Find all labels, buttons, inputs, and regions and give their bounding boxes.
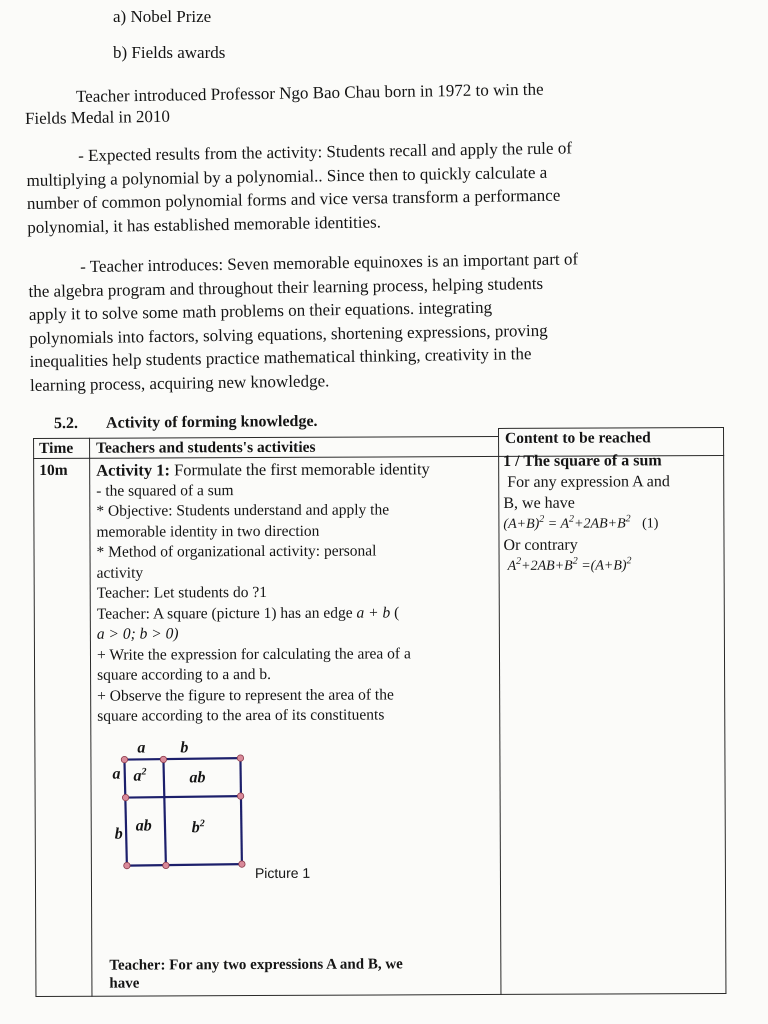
cell-a-squared: $a^2$: [133, 766, 147, 785]
content-line: B, we have: [503, 494, 575, 512]
activity-table: [33, 427, 726, 997]
paragraph-line: number of common polynomial forms and vice versa transform a performance: [26, 185, 561, 213]
paragraph-line: learning process, acquiring new knowledge.: [29, 370, 330, 395]
time-value: 10m: [39, 461, 68, 479]
table-border: [723, 427, 726, 994]
activity-line: * Objective: Students understand and apply the: [96, 501, 390, 520]
table-border: [89, 438, 92, 997]
content-cell: [503, 450, 722, 577]
activity-line: - the squared of a sum: [96, 481, 234, 500]
top-label-b: b: [180, 739, 189, 757]
option-b: b) Fields awards: [113, 43, 226, 62]
top-label-a: a: [137, 739, 146, 757]
teacher-introduces-paragraph: [28, 247, 580, 397]
cell-ab-bottom: ab: [135, 817, 152, 835]
option-a: a) Nobel Prize: [113, 7, 212, 26]
section-number: 5.2.: [53, 414, 79, 433]
activity-title-label: Activity 1:: [96, 460, 170, 480]
paragraph-line: polynomials into factors, solving equations, shortening expressions, proving: [29, 320, 548, 348]
activity-line: square according to a and b.: [97, 665, 271, 684]
header-time: Time: [39, 439, 74, 457]
activity-line: * Method of organizational activity: personal: [96, 542, 377, 561]
formula-2: $A^2+2AB+B^2 =(A+B)^2$: [507, 555, 632, 574]
paragraph-line: the algebra program and throughout their learning process, helping students: [28, 273, 544, 301]
figure-caption: Picture 1: [254, 864, 311, 882]
table-border: [35, 993, 726, 997]
activity-line: Teacher: A square (picture 1) has an edge: [96, 604, 357, 623]
section-title: Activity of forming knowledge.: [105, 412, 318, 432]
table-border: [33, 438, 36, 997]
content-line: Or contrary: [503, 536, 578, 554]
activity-title-text: Formulate the first memorable identity: [169, 459, 430, 480]
closing-statement: [109, 955, 403, 992]
closing-line: have: [109, 975, 140, 992]
activity-line: memorable identity in two direction: [96, 522, 320, 541]
picture-1-figure: [112, 739, 357, 888]
paren: (: [390, 603, 400, 621]
activity-line: square according to the area of its constituents: [97, 706, 385, 725]
edge-expression: a + b: [356, 603, 391, 622]
header-activities: Teachers and students's activities: [96, 438, 316, 457]
activity-line: + Observe the figure to represent the area of the: [97, 685, 394, 705]
teacher-intro-line-2: Fields Medal in 2010: [24, 106, 171, 128]
expected-results-paragraph: [26, 136, 573, 239]
paragraph-line: - Teacher introduces: Seven memorable equinoxes is an important part of: [80, 249, 579, 277]
cell-b-squared: $b^2$: [191, 818, 205, 837]
side-label-b: b: [114, 825, 123, 843]
teacher-intro-line-1: Teacher introduced Professor Ngo Bao Chau born in 1972 to win the: [75, 79, 544, 106]
activity-line: activity: [96, 564, 144, 582]
side-label-a: a: [112, 765, 121, 783]
paragraph-line: apply it to solve some math problems on their equations. integrating: [28, 297, 493, 324]
activity-line: Teacher: Let students do ?1: [96, 583, 267, 602]
cell-ab-top: ab: [189, 769, 206, 787]
activity-line: a > 0; b > 0): [96, 625, 179, 643]
header-content: Content to be reached: [505, 429, 651, 447]
paragraph-line: multiplying a polynomial by a polynomial.. Since then to quickly calculate a: [26, 162, 548, 190]
formula-1: $(A+B)^2 = A^2+2AB+B^2$ (1): [503, 513, 659, 532]
closing-line: Teacher: For any two expressions A and B, we: [109, 956, 403, 974]
paragraph-line: - Expected results from the activity: Students recall and apply the rule of: [78, 138, 573, 166]
paragraph-line: inequalities help students practice mathematical thinking, creativity in the: [29, 344, 532, 371]
table-border: [498, 428, 501, 995]
formula-tag: (1): [642, 516, 659, 532]
content-title: 1 / The square of a sum: [503, 452, 662, 470]
content-line: For any expression A and: [507, 473, 670, 491]
activities-cell: [96, 459, 497, 727]
activity-line: + Write the expression for calculating the area of a: [96, 644, 411, 664]
paragraph-line: polynomial, it has established memorable identities.: [27, 211, 382, 237]
